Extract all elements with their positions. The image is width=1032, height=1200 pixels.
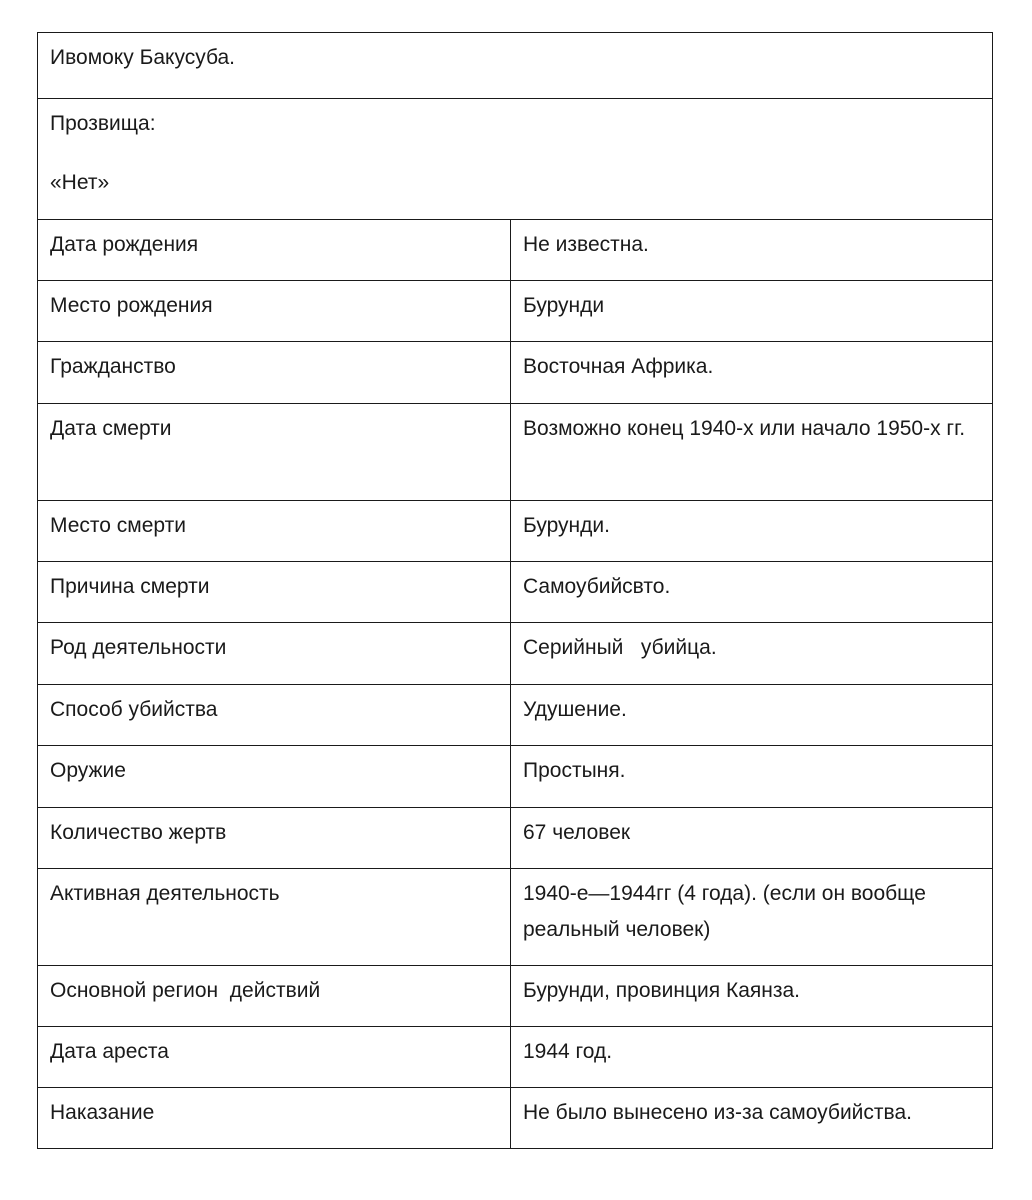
table-row	[38, 562, 993, 623]
row-label: Активная деятельность	[38, 869, 511, 966]
row-label: Количество жертв	[38, 808, 511, 869]
row-value: Самоубийсвто.	[511, 562, 993, 623]
table-row	[38, 501, 993, 562]
row-value: Бурунди, провинция Каянза.	[511, 966, 993, 1027]
nicknames-row	[38, 99, 993, 220]
row-value: Не было вынесено из-за самоубийства.	[511, 1088, 993, 1149]
row-label: Способ убийства	[38, 685, 511, 746]
table-row	[38, 1088, 993, 1149]
row-value: Не известна.	[511, 220, 993, 281]
table-row	[38, 685, 993, 746]
table-row	[38, 966, 993, 1027]
row-value: Простыня.	[511, 746, 993, 808]
row-value: Возможно конец 1940-х или начало 1950-х гг.	[511, 404, 993, 501]
row-label: Причина смерти	[38, 562, 511, 623]
table-row	[38, 869, 993, 966]
table-row	[38, 404, 993, 501]
row-label: Место смерти	[38, 501, 511, 562]
table-row	[38, 623, 993, 685]
row-value: 67 человек	[511, 808, 993, 869]
row-value: 1944 год.	[511, 1027, 993, 1088]
row-value: Серийный убийца.	[511, 623, 993, 685]
table-row	[38, 1027, 993, 1088]
profile-table	[37, 32, 993, 1149]
table-row	[38, 281, 993, 342]
row-label: Основной регион действий	[38, 966, 511, 1027]
table-row	[38, 808, 993, 869]
row-label: Гражданство	[38, 342, 511, 404]
nicknames-value: «Нет»	[50, 171, 110, 194]
table-row	[38, 220, 993, 281]
nicknames-label: Прозвища:	[50, 112, 156, 135]
row-value: 1940-е—1944гг (4 года). (если он вообще реальный человек)	[511, 869, 993, 966]
row-value: Бурунди	[511, 281, 993, 342]
row-label: Дата рождения	[38, 220, 511, 281]
row-label: Место рождения	[38, 281, 511, 342]
person-name: Ивомоку Бакусуба.	[38, 33, 993, 99]
row-value: Бурунди.	[511, 501, 993, 562]
row-label: Оружие	[38, 746, 511, 808]
row-label: Род деятельности	[38, 623, 511, 685]
row-label: Наказание	[38, 1088, 511, 1149]
row-label: Дата смерти	[38, 404, 511, 501]
row-value: Восточная Африка.	[511, 342, 993, 404]
title-row	[38, 33, 993, 99]
table-row	[38, 342, 993, 404]
row-value: Удушение.	[511, 685, 993, 746]
table-row	[38, 746, 993, 808]
nicknames-cell	[38, 99, 993, 220]
profile-table-body	[38, 33, 993, 1149]
row-label: Дата ареста	[38, 1027, 511, 1088]
